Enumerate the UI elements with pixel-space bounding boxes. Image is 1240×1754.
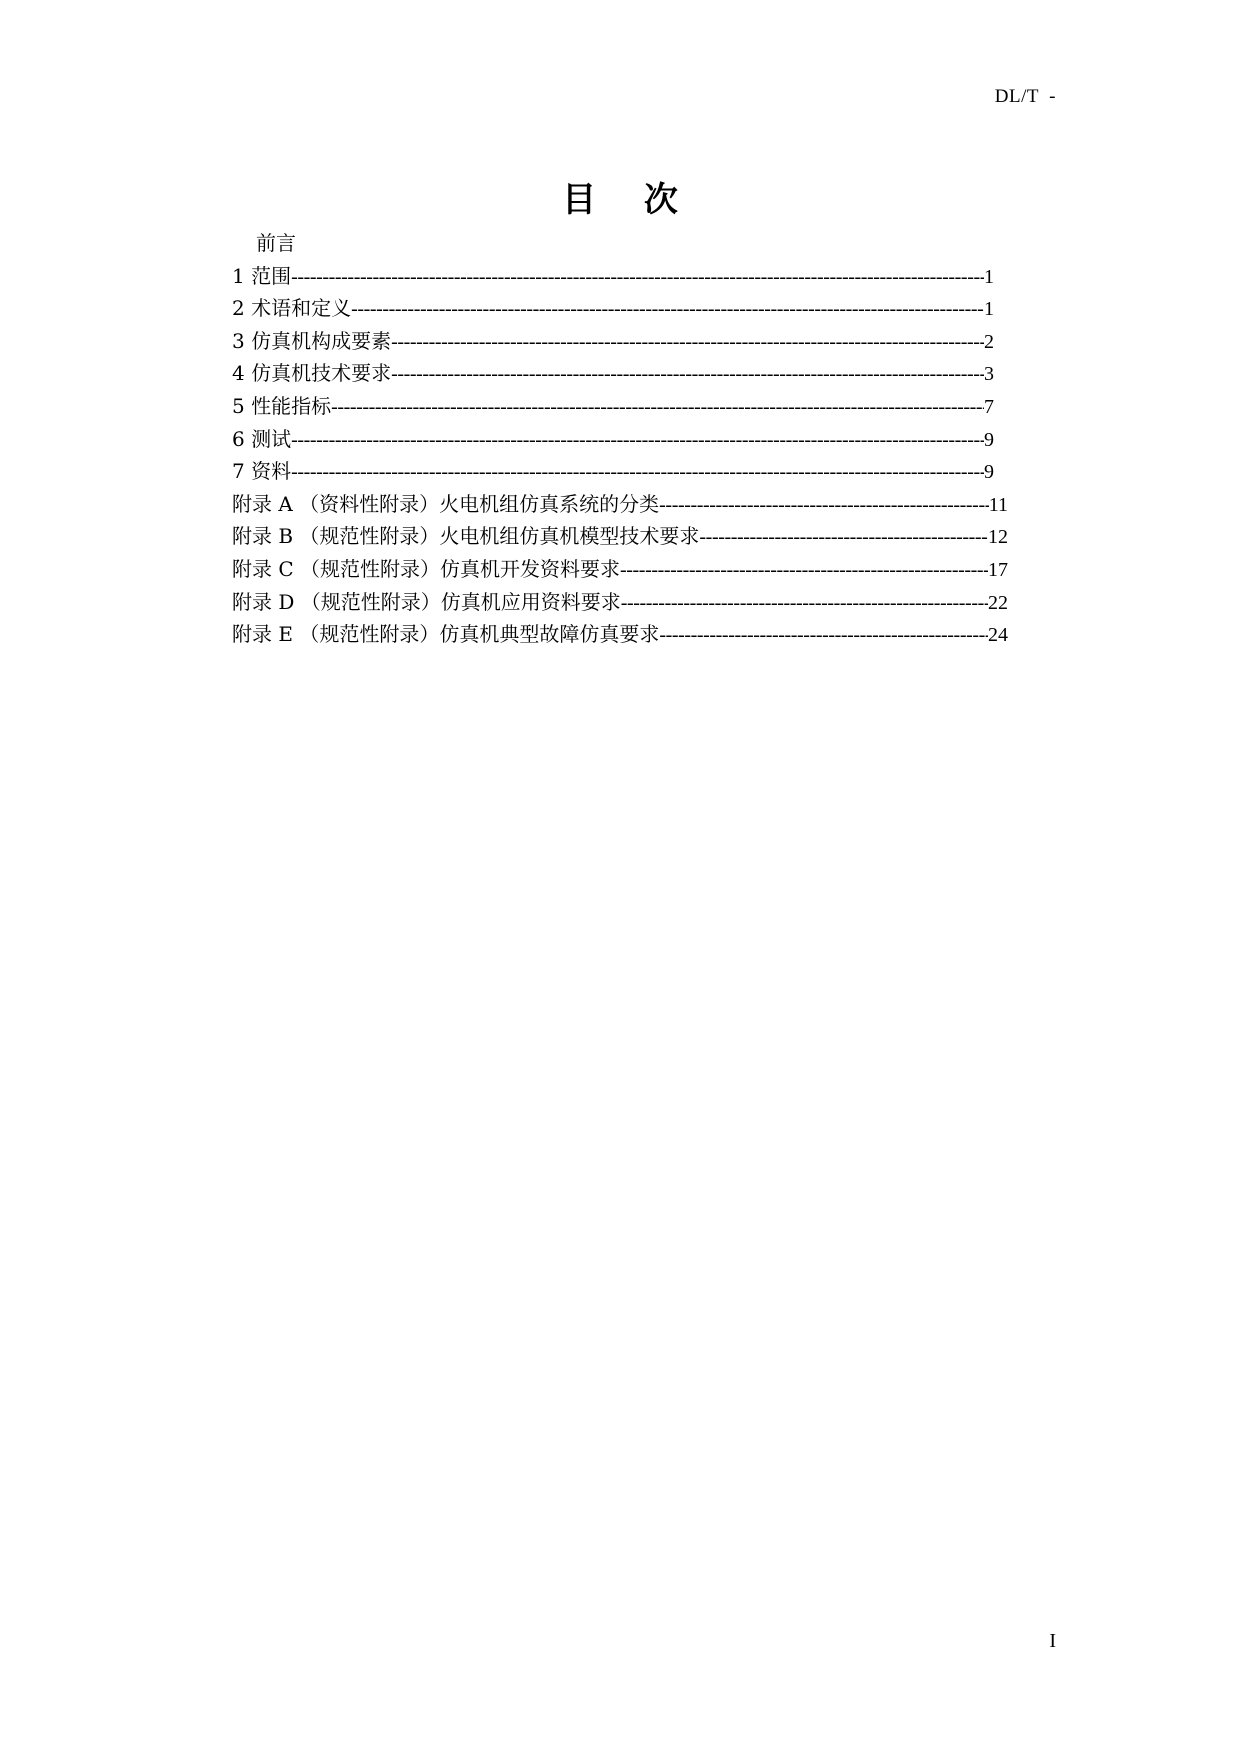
toc-title: 目 次 bbox=[562, 180, 696, 220]
toc-entry[interactable] bbox=[232, 488, 1008, 521]
toc-entry-label: 1 范围 bbox=[232, 263, 292, 288]
toc-entry-label: 5 性能指标 bbox=[232, 393, 332, 418]
standard-code: DL/T - bbox=[994, 86, 1056, 107]
toc-entry[interactable] bbox=[232, 586, 1008, 619]
toc-entry-page: 12 bbox=[988, 526, 1008, 549]
toc-entry-label: 附录 C （规范性附录）仿真机开发资料要求 bbox=[232, 556, 621, 581]
toc-entry-label: 2 术语和定义 bbox=[232, 296, 352, 321]
dot-leader bbox=[699, 521, 988, 554]
toc-entry-label: 附录 D （规范性附录）仿真机应用资料要求 bbox=[232, 589, 621, 614]
toc-entry-page: 1 bbox=[984, 265, 994, 288]
toc-entry[interactable] bbox=[232, 520, 1008, 553]
dot-leader bbox=[621, 587, 988, 620]
toc-entry-label: 4 仿真机技术要求 bbox=[232, 361, 392, 386]
dot-leader bbox=[291, 261, 984, 294]
toc-entry-page: 9 bbox=[984, 428, 994, 451]
toc-entry[interactable] bbox=[232, 553, 1008, 586]
toc-entry[interactable] bbox=[232, 618, 1008, 651]
toc-entry-page: 7 bbox=[984, 395, 994, 418]
dot-leader bbox=[291, 456, 984, 489]
dot-leader bbox=[659, 619, 988, 652]
toc-entry-page: 24 bbox=[988, 624, 1008, 647]
toc-entry-page: 11 bbox=[988, 493, 1008, 516]
toc-entry-page: 22 bbox=[988, 591, 1008, 614]
toc-entry[interactable] bbox=[232, 325, 1008, 358]
toc-entry-label: 附录 E （规范性附录）仿真机典型故障仿真要求 bbox=[232, 622, 660, 647]
page-number: I bbox=[1049, 1630, 1056, 1652]
toc-entry[interactable] bbox=[232, 292, 1008, 325]
dot-leader bbox=[391, 326, 984, 359]
dot-leader bbox=[620, 554, 988, 587]
dot-leader bbox=[291, 424, 984, 457]
toc-entry-page: 3 bbox=[984, 363, 994, 386]
toc-entry-preface[interactable] bbox=[232, 227, 1008, 260]
toc-entry-label: 前言 bbox=[256, 231, 296, 255]
dot-leader bbox=[351, 293, 984, 326]
toc-entry[interactable] bbox=[232, 423, 1008, 456]
toc-entry-label: 6 测试 bbox=[232, 426, 292, 451]
toc-entry-label: 附录 A （资料性附录）火电机组仿真系统的分类 bbox=[232, 491, 660, 516]
toc-entry-label: 7 资料 bbox=[232, 459, 292, 484]
toc-entry[interactable] bbox=[232, 390, 1008, 423]
toc-entry[interactable] bbox=[232, 260, 1008, 293]
dot-leader bbox=[391, 358, 984, 391]
toc-entry-label: 附录 B （规范性附录）火电机组仿真机模型技术要求 bbox=[232, 524, 700, 549]
dot-leader bbox=[331, 391, 984, 424]
table-of-contents bbox=[232, 227, 1008, 651]
toc-entry[interactable] bbox=[232, 455, 1008, 488]
toc-entry[interactable] bbox=[232, 357, 1008, 390]
toc-entry-page: 2 bbox=[984, 330, 994, 353]
toc-entry-page: 1 bbox=[984, 298, 994, 321]
toc-entry-page: 9 bbox=[984, 461, 994, 484]
toc-entry-page: 17 bbox=[988, 558, 1008, 581]
toc-entry-label: 3 仿真机构成要素 bbox=[232, 328, 392, 353]
dot-leader bbox=[659, 489, 989, 522]
